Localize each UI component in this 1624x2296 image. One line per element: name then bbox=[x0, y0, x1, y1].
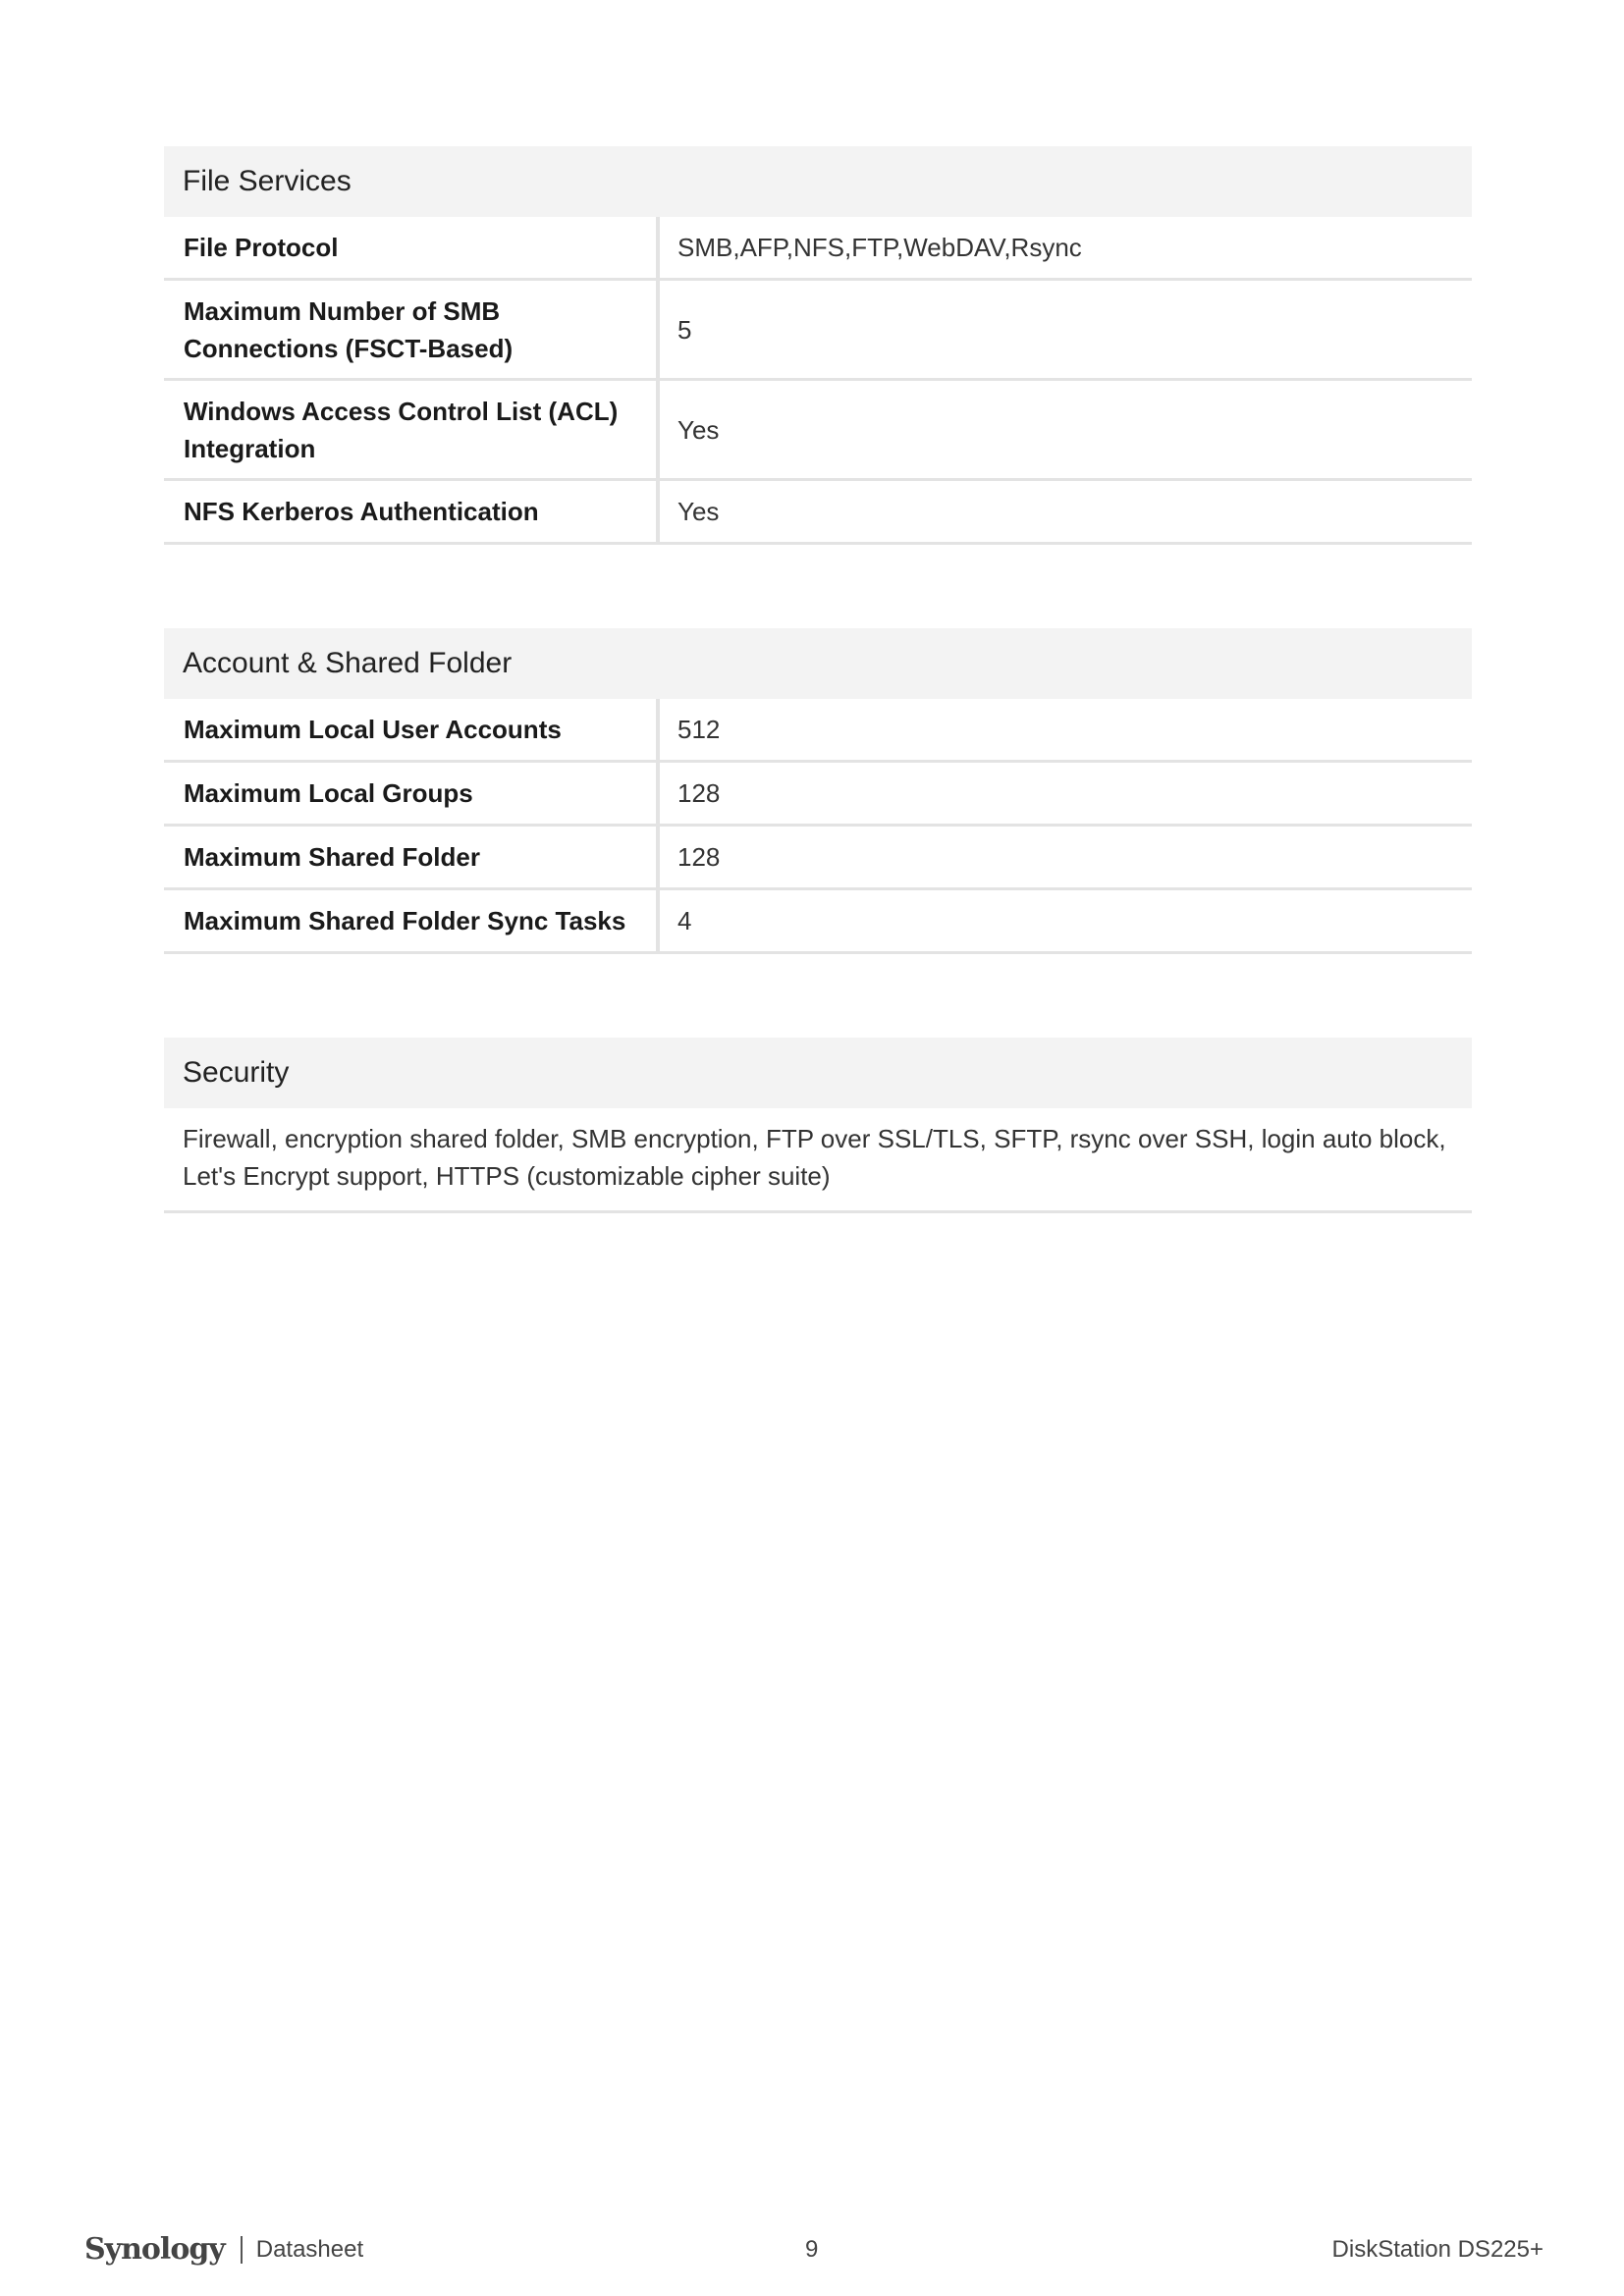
section-title: Account & Shared Folder bbox=[164, 628, 1472, 699]
table-row bbox=[164, 699, 1472, 763]
footer-divider bbox=[241, 2236, 243, 2264]
synology-logo: Synology bbox=[84, 2232, 225, 2267]
row-value: 5 bbox=[677, 314, 692, 345]
row-label: Maximum Shared Folder Sync Tasks bbox=[164, 890, 660, 951]
table-row bbox=[164, 763, 1472, 827]
page-number: 9 bbox=[805, 2236, 819, 2263]
row-value: SMB,AFP,NFS,FTP,WebDAV,Rsync bbox=[677, 233, 1082, 262]
row-label: NFS Kerberos Authentication bbox=[164, 481, 660, 542]
row-value: 512 bbox=[677, 715, 721, 744]
table-row bbox=[164, 890, 1472, 954]
table-row bbox=[164, 381, 1472, 481]
row-value: Yes bbox=[677, 414, 720, 445]
file-services-section bbox=[164, 146, 1472, 545]
row-label: Windows Access Control List (ACL) Integration bbox=[164, 381, 660, 478]
section-title: Security bbox=[164, 1038, 1472, 1108]
row-label: Maximum Local Groups bbox=[164, 763, 660, 824]
document-type: Datasheet bbox=[255, 2235, 364, 2263]
page-footer bbox=[0, 2228, 1624, 2268]
row-label: Maximum Shared Folder bbox=[164, 827, 660, 887]
account-shared-folder-section bbox=[164, 628, 1472, 954]
row-label: File Protocol bbox=[164, 217, 660, 278]
row-label: Maximum Local User Accounts bbox=[164, 699, 660, 760]
section-title: File Services bbox=[164, 146, 1472, 217]
table-row bbox=[164, 281, 1472, 381]
security-features-text: Firewall, encryption shared folder, SMB encryption, FTP over SSL/TLS, SFTP, rsync over SSH, login auto block, Let's Encrypt support, HTTPS (customizable cipher suite) bbox=[164, 1108, 1472, 1213]
row-value: Yes bbox=[677, 497, 720, 526]
product-model: DiskStation DS225+ bbox=[1331, 2236, 1543, 2263]
table-row bbox=[164, 217, 1472, 281]
row-label: Maximum Number of SMB Connections (FSCT-Based) bbox=[164, 281, 660, 378]
row-value: 128 bbox=[677, 842, 721, 872]
table-row bbox=[164, 827, 1472, 890]
footer-brand bbox=[84, 2232, 363, 2267]
row-value: 4 bbox=[677, 906, 692, 935]
row-value: 128 bbox=[677, 778, 721, 808]
table-row bbox=[164, 481, 1472, 545]
security-section bbox=[164, 1038, 1472, 1213]
